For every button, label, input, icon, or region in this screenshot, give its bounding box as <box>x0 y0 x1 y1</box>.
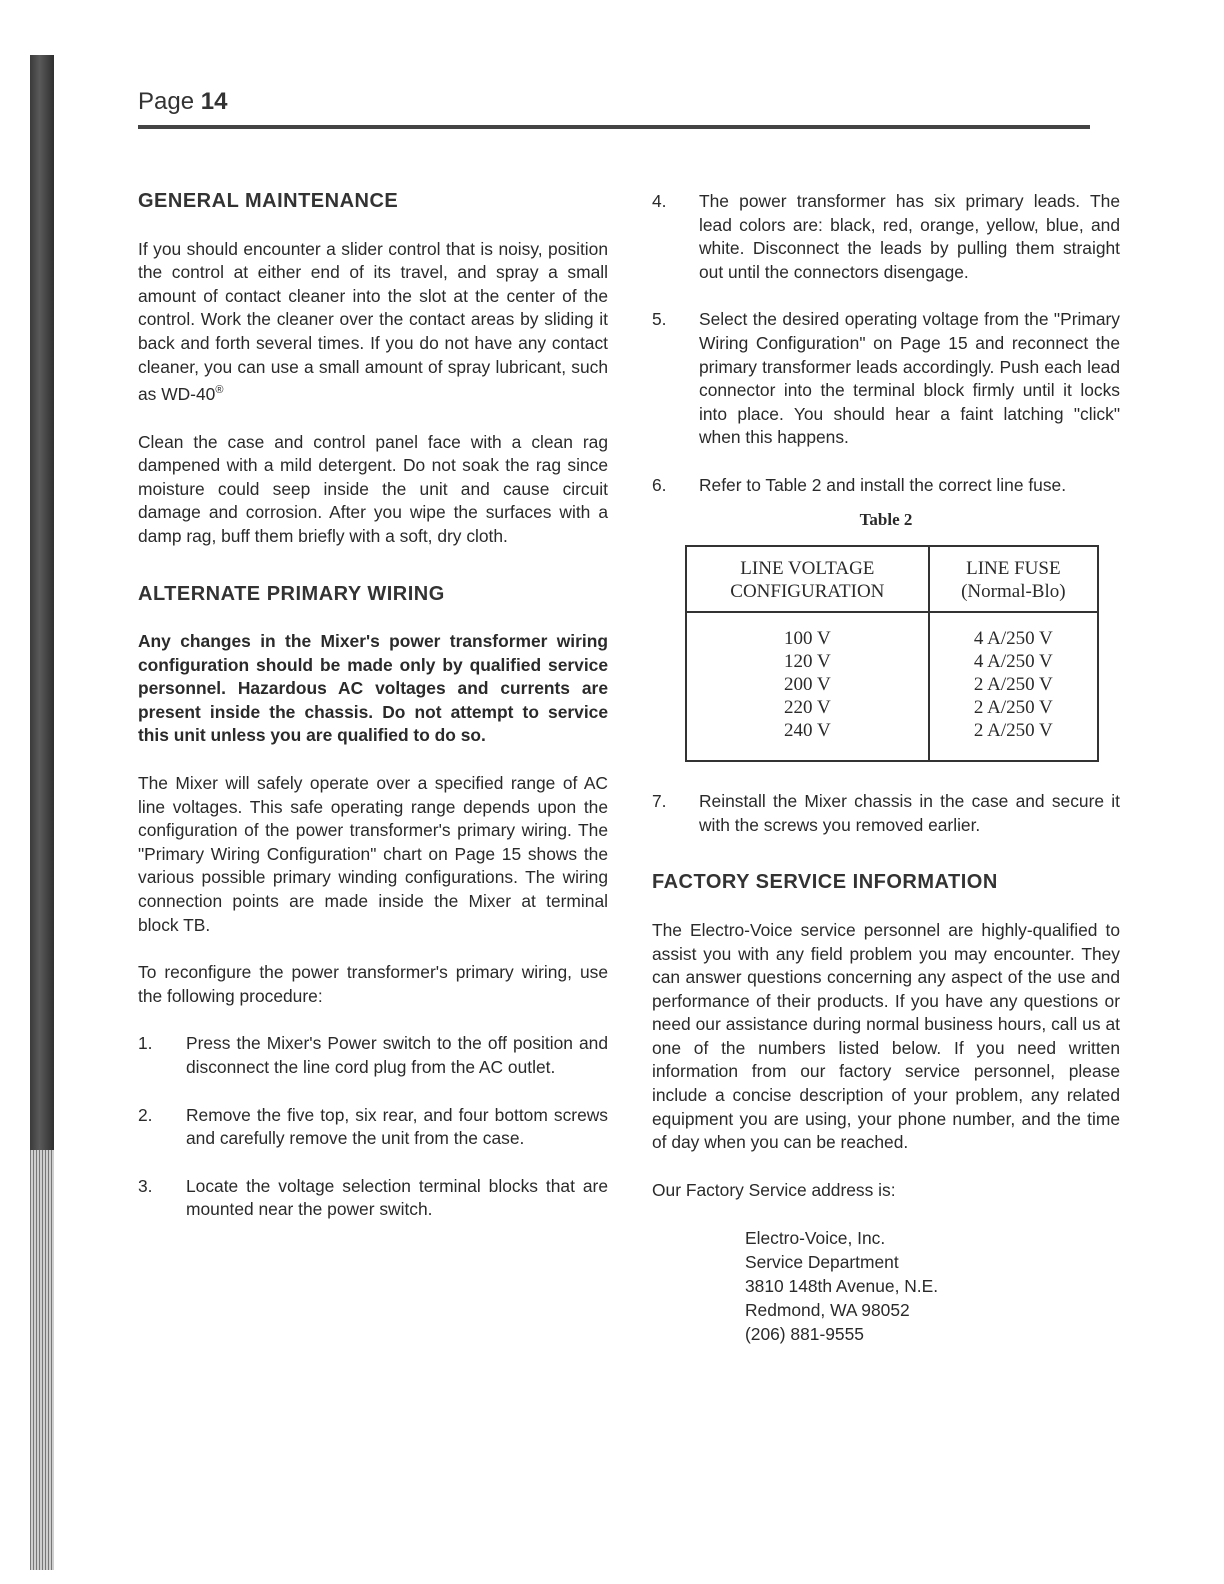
page-number: 14 <box>200 88 228 115</box>
table-row <box>686 719 1098 761</box>
step-text: Refer to Table 2 and install the correct line fuse. <box>699 474 1067 495</box>
procedure-step-2 <box>138 1104 608 1151</box>
procedure-step-5 <box>652 308 1120 450</box>
table-row <box>686 673 1098 696</box>
fuse-cell: 2 A/250 V <box>929 719 1098 761</box>
step-text: Press the Mixer's Power switch to the off position and disconnect the line cord plug from the AC outlet. <box>186 1033 608 1078</box>
step-text: Remove the five top, six rear, and four bottom screws and carefully remove the unit from the case. <box>186 1104 608 1149</box>
address-company: Electro-Voice, Inc. <box>745 1228 886 1249</box>
page-label: Page <box>138 88 195 115</box>
header-line-voltage-line2: CONFIGURATION <box>730 581 885 603</box>
step-text: Reinstall the Mixer chassis in the case and secure it with the screws you removed earlier. <box>699 791 1120 835</box>
general-maintenance-heading: GENERAL MAINTENANCE <box>138 190 399 212</box>
header-line-fuse-line2: (Normal-Blo) <box>961 581 1066 603</box>
procedure-step-3 <box>138 1175 608 1222</box>
step-text: Select the desired operating voltage from the "Primary Wiring Configuration" on Page 15 and reconnect the primary transformer leads accordingly. Push each lead connector into the terminal block firmly until it locks into place. You should hear a faint latching "click" when this happens. <box>699 309 1120 448</box>
fuse-table <box>685 545 1099 762</box>
voltage-cell: 100 V <box>784 628 831 650</box>
factory-address-intro: Our Factory Service address is: <box>652 1179 896 1200</box>
step-number: 1. <box>138 1033 153 1054</box>
safety-warning: Any changes in the Mixer's power transformer wiring configuration should be made only by qualified service personnel. Hazardous AC voltages and currents are present inside the chassis. Do not attempt to service this unit unless you are qualified to do so. <box>138 631 608 746</box>
wiring-paragraph-2: To reconfigure the power transformer's primary wiring, use the following procedure: <box>138 962 608 1006</box>
header-rule <box>138 125 1090 129</box>
step-number: 4. <box>652 191 667 211</box>
header-line-voltage <box>686 546 929 612</box>
table-header-row <box>686 546 1098 612</box>
page-binding-edge <box>30 55 54 1570</box>
voltage-cell: 120 V <box>784 651 831 673</box>
fuse-cell: 4 A/250 V <box>929 650 1098 673</box>
step-text: Locate the voltage selection terminal blocks that are mounted near the power switch. <box>186 1175 608 1220</box>
fuse-cell: 2 A/250 V <box>929 696 1098 719</box>
address-city: Redmond, WA 98052 <box>745 1300 910 1321</box>
table-caption: Table 2 <box>859 509 913 529</box>
header-line-fuse-line1: LINE FUSE <box>966 558 1061 580</box>
left-column <box>138 190 608 1246</box>
header-line-fuse <box>929 546 1098 612</box>
table-row <box>686 650 1098 673</box>
table-row <box>686 696 1098 719</box>
voltage-cell: 240 V <box>784 720 831 742</box>
factory-service-paragraph: The Electro-Voice service personnel are highly-qualified to assist you with any field problem you may encounter. They can answer questions concerning any aspect of the use and performance of their products. If you have any questions or need our assistance during normal business hours, call us at one of the numbers listed below. If you need written information from our factory service personnel, please include a concise description of your problem, any related equipment you are using, your phone number, and the time of day when you can be reached. <box>652 919 1120 1153</box>
page-header <box>138 88 227 116</box>
factory-address <box>745 1226 1120 1346</box>
address-street: 3810 148th Avenue, N.E. <box>745 1276 939 1297</box>
wiring-paragraph-1: The Mixer will safely operate over a specified range of AC line voltages. This safe operating range depends upon the configuration of the power transformer's primary wiring. The "Primary Wiring Configuration" chart on Page 15 shows the various possible primary winding configurations. The wiring connection points are made inside the Mixer at terminal block TB. <box>138 773 608 935</box>
voltage-cell: 220 V <box>784 697 831 719</box>
step-number: 7. <box>652 791 667 812</box>
maintenance-paragraph-1-text: If you should encounter a slider control that is noisy, position the control at either end of its travel, and spray a small amount of contact cleaner into the slot at the center of the control. Work the cleaner over the contact areas by sliding it back and forth several times. If you do not have any contact cleaner, you can use a small amount of spray lubricant, such as WD-40 <box>138 238 608 404</box>
step-number: 6. <box>652 474 667 495</box>
address-department: Service Department <box>745 1252 899 1273</box>
step-number: 3. <box>138 1175 153 1196</box>
factory-service-heading: FACTORY SERVICE INFORMATION <box>652 871 998 894</box>
voltage-cell: 200 V <box>784 674 831 696</box>
step-text: The power transformer has six primary leads. The lead colors are: black, red, orange, yellow, blue, and white. Disconnect the leads by pulling them straight out until the connectors disengage. <box>699 191 1120 282</box>
maintenance-paragraph-1 <box>138 238 608 407</box>
fuse-cell: 2 A/250 V <box>929 673 1098 696</box>
registered-trademark: ® <box>215 384 224 397</box>
fuse-cell: 4 A/250 V <box>929 612 1098 650</box>
right-column <box>652 190 1120 1346</box>
step-number: 5. <box>652 309 667 330</box>
procedure-step-6 <box>652 474 1120 498</box>
header-line-voltage-line1: LINE VOLTAGE <box>740 558 875 580</box>
maintenance-paragraph-2: Clean the case and control panel face with a clean rag dampened with a mild detergent. Do not soak the rag since moisture could seep inside the unit and cause circuit damage and corrosion. After you wipe the surfaces with a damp rag, buff them briefly with a soft, dry cloth. <box>138 431 608 546</box>
address-phone: (206) 881-9555 <box>745 1324 864 1345</box>
step-number: 2. <box>138 1104 153 1125</box>
procedure-step-1 <box>138 1032 608 1079</box>
alternate-wiring-heading: ALTERNATE PRIMARY WIRING <box>138 582 445 605</box>
procedure-step-7 <box>652 790 1120 837</box>
procedure-step-4 <box>652 190 1120 284</box>
table-row <box>686 612 1098 650</box>
